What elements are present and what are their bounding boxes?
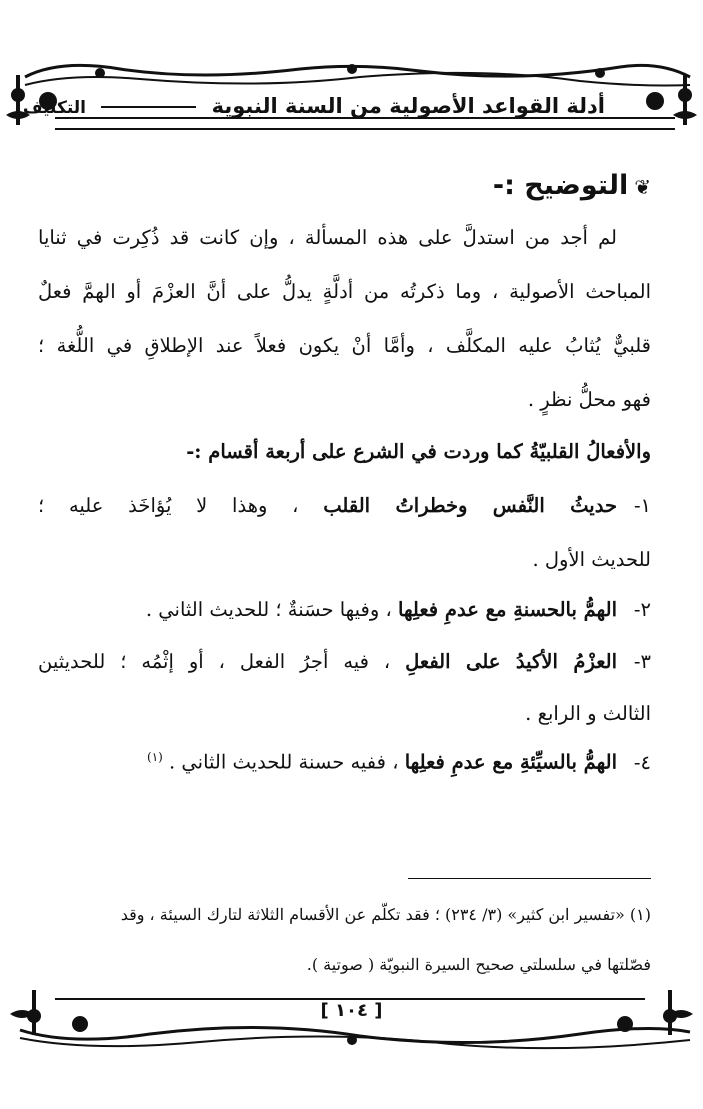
item-number: ٣- bbox=[633, 650, 651, 673]
item-continuation: للحديث الأول . bbox=[532, 548, 651, 571]
item-number: ١- bbox=[633, 494, 652, 517]
paragraph-line: قلبيٌّ يُثابُ عليه المكلَّف ، وأمَّا أنْ يكون فعلاً عند الإطلاقِ في اللُّغة ؛ bbox=[38, 334, 651, 357]
page-number: [ ١٠٤ ] bbox=[320, 1000, 383, 1021]
footnote-line: فصّلتها في سلسلتي صحيح السيرة النبويّة ( صوتية ). bbox=[306, 955, 651, 974]
paragraph-line: المباحث الأصولية ، وما ذكرتُه من أدلَّةٍ يدلُّ على أنَّ العزْمَ أو الهمَّ فعلٌ bbox=[38, 280, 651, 303]
item-text: ، فيه أجرُ الفعل ، أو إثْمُه ؛ للحديثين bbox=[38, 650, 406, 673]
item-title: العزْمُ الأكيدُ على الفعلِ bbox=[405, 650, 617, 673]
footnote-rule bbox=[408, 878, 651, 879]
intro-line: والأفعالُ القلبيّةُ كما وردت في الشرع على أربعة أقسام :- bbox=[186, 440, 651, 463]
footnote-line: (١) «تفسير ابن كثير» (٣/ ٢٣٤) ؛ فقد تكلّم عن الأقسام الثلاثة لتارك السيئة ، وقد bbox=[120, 905, 651, 924]
running-header bbox=[23, 94, 605, 118]
header-separator bbox=[101, 106, 196, 108]
item-continuation: الثالث و الرابع . bbox=[525, 702, 651, 725]
paragraph-line: فهو محلُّ نظرٍ . bbox=[527, 388, 651, 411]
section-heading bbox=[493, 170, 651, 201]
list-item bbox=[38, 650, 651, 673]
leaf-ornament-icon: ❦ bbox=[634, 175, 651, 199]
item-number: ٤- bbox=[633, 750, 651, 774]
item-text: ، وهذا لا يُؤاخَذ عليه ؛ bbox=[38, 494, 324, 517]
list-item bbox=[38, 494, 651, 517]
item-text: ، وفيها حسَنةٌ ؛ للحديث الثاني . bbox=[145, 598, 398, 621]
item-title: حديثُ النَّفس وخطراتُ القلب bbox=[323, 494, 618, 517]
header-rule bbox=[55, 128, 675, 132]
header-section: التكليف bbox=[22, 98, 87, 118]
item-number: ٢- bbox=[633, 598, 651, 621]
heading-text: التوضيح :- bbox=[492, 170, 629, 201]
item-title: الهمُّ بالحسنةِ مع عدمِ فعلِها bbox=[398, 598, 617, 621]
paragraph-line: لم أجد من استدلَّ على هذه المسألة ، وإن كانت قد ذُكِرت في ثنايا bbox=[38, 226, 617, 249]
footnote-reference[interactable]: (١) bbox=[147, 750, 163, 764]
header-title: أدلة القواعد الأصولية من السنة النبوية bbox=[211, 94, 605, 118]
list-item bbox=[147, 750, 651, 774]
item-text: ، ففيه حسنة للحديث الثاني . bbox=[169, 750, 405, 774]
list-item bbox=[146, 598, 651, 621]
item-title: الهمُّ بالسيِّئةِ مع عدمِ فعلِها bbox=[404, 750, 617, 774]
